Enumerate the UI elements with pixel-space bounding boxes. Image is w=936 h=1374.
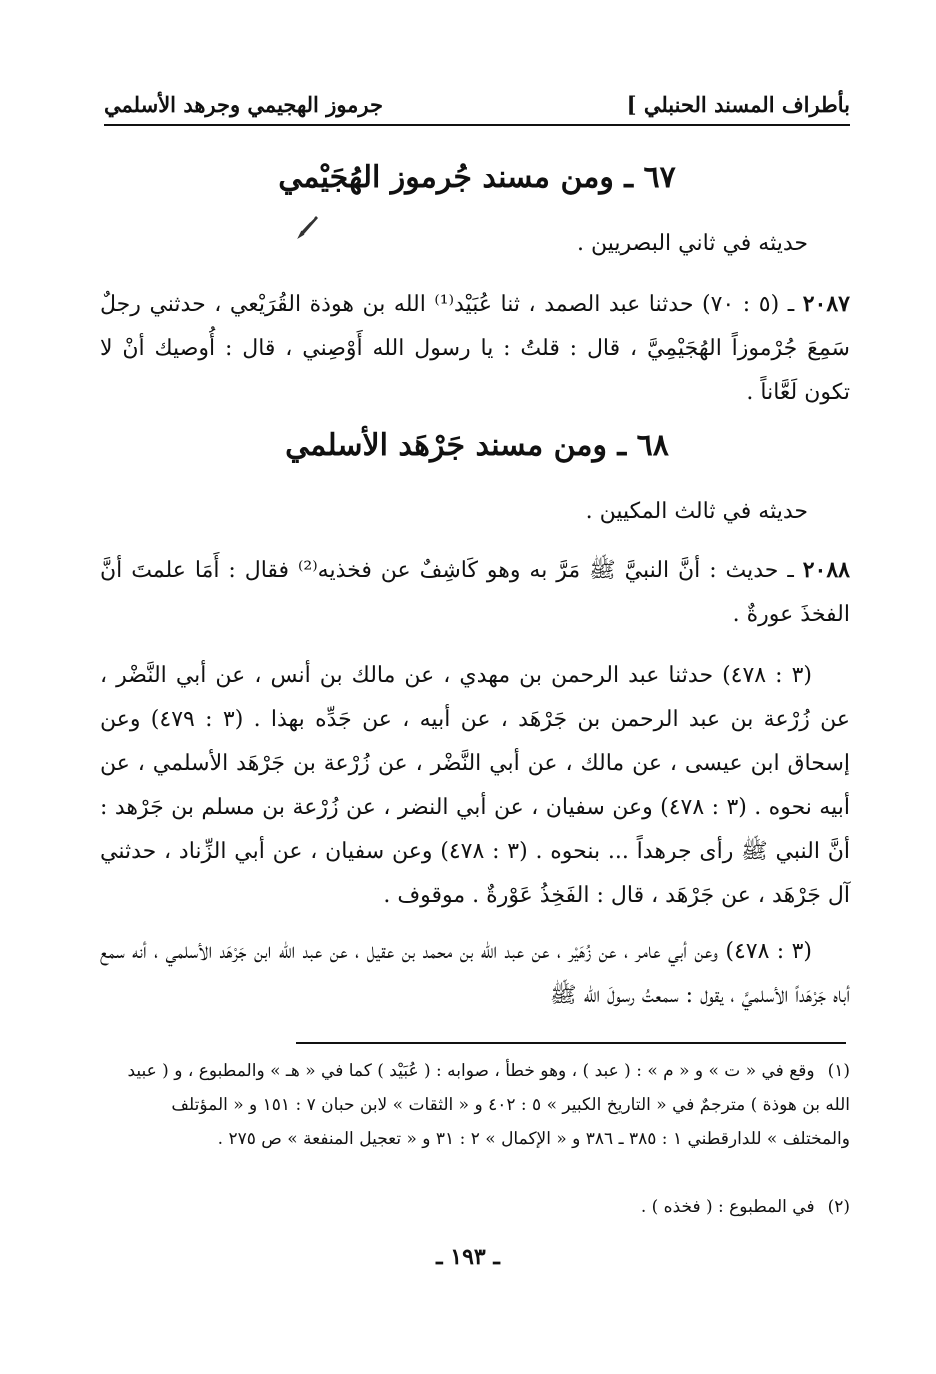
hadith-text: ـ (٥ : ٧٠) حدثنا عبد الصمد ، ثنا عُبَيْد⁽¹⁾ الله بن هوذة القُرَيْعي ، حدثني رجلٌ سَمِعَ جُرْموزاً الهُجَيْمِيَّ ، قال : قلتُ : يا رسول الله أَوْصِني ، قال : أُوصيك أنْ لا تكون لَعَّاناً . bbox=[100, 292, 850, 405]
footnote-separator bbox=[296, 1042, 846, 1044]
running-header bbox=[104, 88, 850, 126]
hadith-2088 bbox=[100, 548, 850, 637]
chain-paragraph-1: (٣ : ٤٧٨) حدثنا عبد الرحمن بن مهدي ، عن مالك بن أنس ، عن أبي النَّضْر ، عن زُرْعة بن عبد الرحمن بن جَرْهَد ، عن أبيه ، عن جَدِّه بهذا . (٣ : ٤٧٩) وعن إسحاق ابن عيسى ، عن مالك ، عن أبي النَّضْر ، عن زُرْعة بن جَرْهَد الأسلمي ، عن أبيه نحوه . (٣ : ٤٧٨) وعن سفيان ، عن أبي النضر ، عن زُرْعة بن مسلم بن جَرْهد : أنَّ النبي ﷺ رأى جرهداً ... بنحوه . (٣ : ٤٧٨) وعن سفيان ، عن أبي الزِّناد ، حدثني آل جَرْهَد ، عن جَرْهَد ، قال : الفَخِذُ عَوْرةٌ . موقوف . bbox=[100, 663, 851, 908]
section-67-intro: حديثه في ثاني البصريين . bbox=[577, 231, 808, 256]
footnote-1 bbox=[100, 1054, 850, 1156]
section-title-67: ٦٧ ـ ومن مسند جُرموز الهُجَيْمي bbox=[278, 160, 676, 195]
hadith-number: ٢٠٨٨ bbox=[802, 557, 850, 583]
header-section-title: جرموز الهجيمي وجرهد الأسلمي bbox=[104, 92, 383, 117]
footnote-number: (١) bbox=[827, 1061, 850, 1081]
hadith-number: ٢٠٨٧ bbox=[802, 291, 850, 317]
hadith-text: ـ حديث : أنَّ النبيَّ ﷺ مَرَّ به وهو كَاشِفٌ عن فخذيه⁽²⁾ فقال : أَمَا علمتَ أنَّ الفخذَ عورةٌ . bbox=[100, 558, 850, 627]
page-number: ـ ١٩٣ ـ bbox=[436, 1244, 500, 1270]
hadith-2087 bbox=[100, 282, 850, 415]
footnote-2 bbox=[100, 1190, 850, 1224]
footnote-number: (٢) bbox=[827, 1197, 850, 1217]
footnote-text: في المطبوع : ( فخذه ) . bbox=[640, 1197, 815, 1217]
section-68-intro: حديثه في ثالث المكيين . bbox=[585, 499, 808, 524]
header-book-title: بأطراف المسند الحنبلي ] bbox=[626, 92, 850, 117]
footnote-text: وقع في « ت » و « م » : ( عبد ) ، وهو خطأ ، صوابه : ( عُبَيْد ) كما في « هـ » والمطبوع ، و ( عبيد الله بن هوذة ) مترجمٌ في « التاريخ الكبير » ٥ : ٤٠٢ و « الثقات » لابن حبان ٧ : ١٥١ و « المؤتلف والمختلف » للدارقطني ١ : ٣٨٥ ـ ٣٨٦ و « الإكمال » ٢ : ٣١ و « تعجيل المنفعة » ص ٢٧٥ . bbox=[127, 1061, 850, 1149]
section-title-68: ٦٨ ـ ومن مسند جَرْهَد الأسلمي bbox=[285, 428, 669, 463]
chain-paragraph-2: (٣ : ٤٧٨) وعن أبي عامر ، عن زُهَيْر ، عن عبد الله بن محمد بن عقيل ، عن عبد الله ابن جَرْهَد الأسلمي ، أنه سمع أباه جَرْهَداً الأسلميَّ ، يقول : سمعتُ رسولَ الله ﷺ bbox=[100, 939, 850, 1008]
